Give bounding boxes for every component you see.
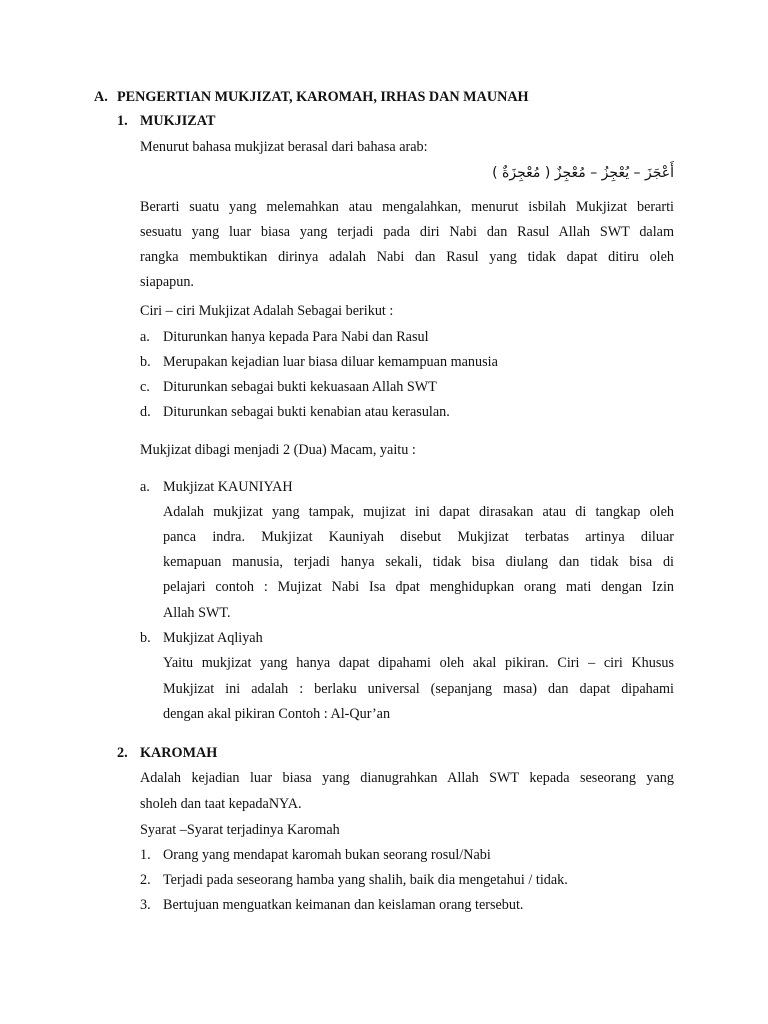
karomah-heading: KAROMAH [140,745,218,761]
aqliyah-line-3: dengan akal pikiran Contoh : Al-Qur’an [163,706,391,722]
karomah-line-2: sholeh dan taat kepadaNYA. [140,796,302,812]
aqliyah-line-2: Mukjizat ini adalah : berlaku universal (sepanjang masa) dan dapat dipahami [163,681,674,697]
definition-line-2: sesuatu yang luar biasa yang terjadi pada diri Nabi dan Rasul Allah SWT dalam [140,224,674,240]
ciri-marker: d. [140,404,151,420]
karomah-line-1: Adalah kejadian luar biasa yang dianugrahkan Allah SWT kepada seseorang yang [140,770,674,786]
kauniyah-line-4: pelajari contoh : Mujizat Nabi Isa dpat menghidupkan orang mati dengan Izin [163,579,674,595]
definition-line-3: rangka membuktikan dirinya adalah Nabi dan Rasul yang tidak dapat ditiru oleh [140,249,674,265]
aqliyah-line-1: Yaitu mukjizat yang hanya dapat dipahami oleh akal pikiran. Ciri – ciri Khusus [163,655,674,671]
ciri-marker: c. [140,379,150,395]
kauniyah-line-1: Adalah mukjizat yang tampak, mujizat ini dapat dirasakan atau di tangkap oleh [163,504,674,520]
karomah-number: 2. [117,745,128,761]
syarat-marker: 3. [140,897,151,913]
mukjizat-heading: MUKJIZAT [140,113,216,129]
kauniyah-line-2: panca indra. Mukjizat Kauniyah disebut Mukjizat terbatas artinya diluar [163,529,674,545]
ciri-item: Diturunkan sebagai bukti kenabian atau kerasulan. [163,404,450,420]
kauniyah-line-5: Allah SWT. [163,605,231,621]
syarat-item: Terjadi pada seseorang hamba yang shalih, baik dia mengetahui / tidak. [163,872,568,888]
macam-intro: Mukjizat dibagi menjadi 2 (Dua) Macam, yaitu : [140,442,416,458]
syarat-marker: 1. [140,847,151,863]
kauniyah-marker: a. [140,479,150,495]
ciri-item: Merupakan kejadian luar biasa diluar kemampuan manusia [163,354,498,370]
syarat-item: Orang yang mendapat karomah bukan seorang rosul/Nabi [163,847,491,863]
aqliyah-title: Mukjizat Aqliyah [163,630,263,646]
syarat-intro: Syarat –Syarat terjadinya Karomah [140,822,340,838]
section-a-marker: A. [94,89,108,105]
ciri-item: Diturunkan sebagai bukti kekuasaan Allah SWT [163,379,437,395]
aqliyah-marker: b. [140,630,151,646]
arabic-root-words: أَعْجَزَ – يُعْجِزُ – مُعْجِزٌ ( مُعْجِزَةٌ ) [492,165,674,181]
section-a-title: PENGERTIAN MUKJIZAT, KAROMAH, IRHAS DAN MAUNAH [117,89,529,105]
syarat-item: Bertujuan menguatkan keimanan dan keislaman orang tersebut. [163,897,524,913]
ciri-intro: Ciri – ciri Mukjizat Adalah Sebagai berikut : [140,303,394,319]
syarat-marker: 2. [140,872,151,888]
kauniyah-line-3: kemapuan manusia, terjadi hanya sekali, tidak bisa diulang dan tidak bisa di [163,554,674,570]
ciri-marker: a. [140,329,150,345]
ciri-item: Diturunkan hanya kepada Para Nabi dan Rasul [163,329,429,345]
kauniyah-title: Mukjizat KAUNIYAH [163,479,293,495]
ciri-marker: b. [140,354,151,370]
mukjizat-number: 1. [117,113,128,129]
definition-line-4: siapapun. [140,274,194,290]
definition-line-1: Berarti suatu yang melemahkan atau mengalahkan, menurut isbilah Mukjizat berarti [140,199,674,215]
mukjizat-intro: Menurut bahasa mukjizat berasal dari bahasa arab: [140,139,428,155]
